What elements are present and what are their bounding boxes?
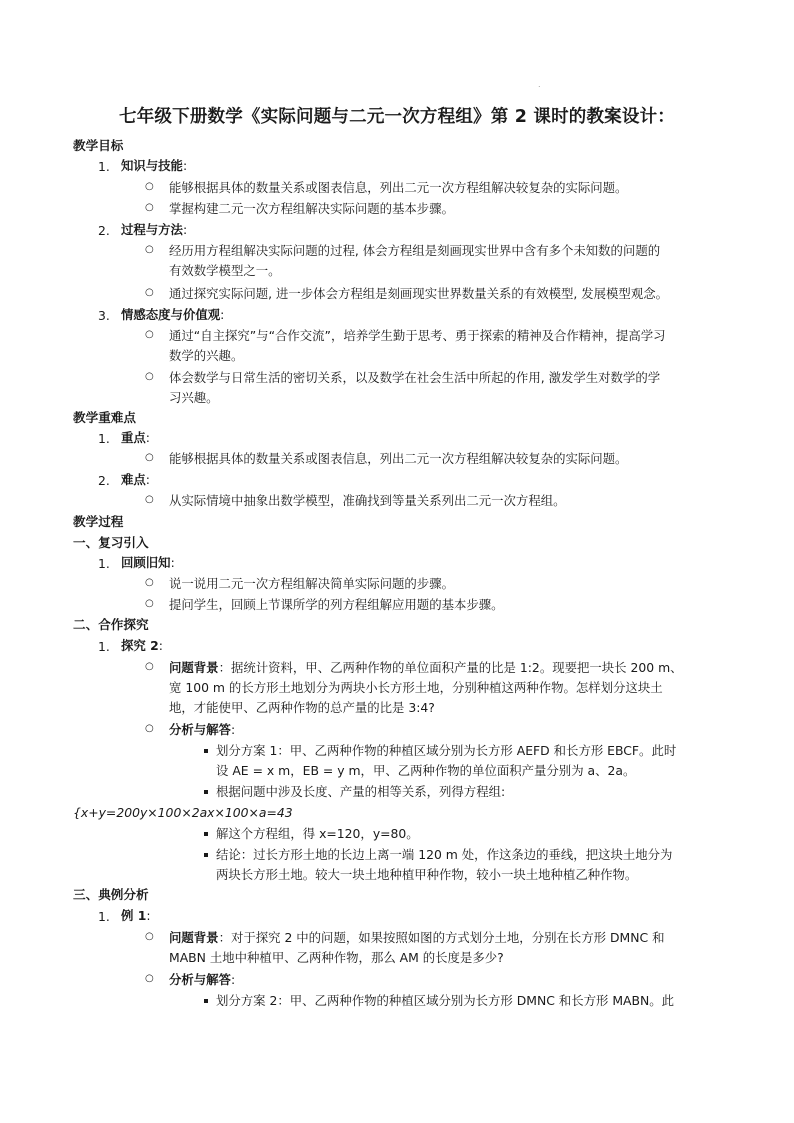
bullet-circle: ○ <box>145 931 154 942</box>
bullet-text-cont: MABN 土地中种植甲、乙两种作物，那么 AM 的长度是多少? <box>169 950 504 965</box>
bullet-circle: ○ <box>145 723 154 734</box>
item-heading: 探究 2: <box>121 638 163 653</box>
list-number: 2. <box>98 473 110 488</box>
bullet-square <box>204 853 208 857</box>
part3-heading: 三、典例分析 <box>73 887 149 902</box>
item-heading: 情感态度与价值观: <box>121 307 225 322</box>
bullet-text: 体会数学与日常生活的密切关系，以及数学在社会生活中所起的作用, 激发学生对数学的学 <box>169 370 661 385</box>
bullet-text: 通过“自主探究”与“合作交流”，培养学生勤于思考、勇于探索的精神及合作精神，提高学习 <box>169 328 666 343</box>
bullet-circle: ○ <box>145 452 154 463</box>
bullet-square <box>204 749 208 753</box>
list-number: 1. <box>98 159 110 174</box>
bullet-circle: ○ <box>145 371 154 382</box>
page-title: 七年级下册数学《实际问题与二元一次方程组》第 2 课时的教案设计： <box>119 107 675 127</box>
bullet-text: 通过探究实际问题, 进一步体会方程组是刻画现实世界数量关系的有效模型, 发展模型观念。 <box>169 286 668 301</box>
bullet-text: 解这个方程组，得 x=120，y=80。 <box>216 826 419 841</box>
header-dot: . <box>538 80 541 89</box>
bullet-text-cont: 地，才能使甲、乙两种作物的总产量的比是 3:4? <box>169 700 435 715</box>
bullet-text: 分析与解答: <box>169 722 236 737</box>
bullet-circle: ○ <box>145 577 154 588</box>
item-heading: 过程与方法: <box>121 222 188 237</box>
bullet-circle: ○ <box>145 494 154 505</box>
equation-text: {x+y=200y×100×2ax×100×a=43 <box>73 805 293 820</box>
list-number: 1. <box>98 556 110 571</box>
bullet-text: 掌握构建二元一次方程组解决实际问题的基本步骤。 <box>169 201 454 216</box>
item-heading: 重点: <box>121 430 150 445</box>
bullet-text: 提问学生，回顾上节课所学的列方程组解应用题的基本步骤。 <box>169 597 504 612</box>
bullet-text: 问题背景：对于探究 2 中的问题，如果按照如图的方式划分土地，分别在长方形 DMNC 和 <box>169 930 665 945</box>
bullet-circle: ○ <box>145 661 154 672</box>
item-heading: 回顾旧知: <box>121 555 175 570</box>
bullet-text: 能够根据具体的数量关系或图表信息，列出二元一次方程组解决较复杂的实际问题。 <box>169 451 628 466</box>
list-number: 2. <box>98 223 110 238</box>
bullet-circle: ○ <box>145 973 154 984</box>
bullet-text: 经历用方程组解决实际问题的过程, 体会方程组是刻画现实世界中含有多个未知数的问题的 <box>169 243 661 258</box>
bullet-text: 说一说用二元一次方程组解决简单实际问题的步骤。 <box>169 576 454 591</box>
bullet-text-cont: 习兴趣。 <box>169 390 219 405</box>
item-heading: 例 1: <box>121 908 151 923</box>
difficulties-heading: 教学重难点 <box>73 410 136 425</box>
bullet-text: 从实际情境中抽象出数学模型，准确找到等量关系列出二元一次方程组。 <box>169 493 566 508</box>
bullet-text: 划分方案 2：甲、乙两种作物的种植区域分别为长方形 DMNC 和长方形 MABN。此 <box>216 993 675 1008</box>
bullet-text: 结论：过长方形土地的长边上离一端 120 m 处，作这条边的垂线，把这块土地分为 <box>216 847 673 862</box>
bullet-text: 问题背景：据统计资料，甲、乙两种作物的单位面积产量的比是 1:2。现要把一块长 200 m、 <box>169 660 683 675</box>
bullet-square <box>204 790 208 794</box>
bullet-text: 划分方案 1：甲、乙两种作物的种植区域分别为长方形 AEFD 和长方形 EBCF。此时 <box>216 743 677 758</box>
bullet-text-cont: 宽 100 m 的长方形土地划分为两块小长方形土地，分别种植这两种作物。怎样划分这块土 <box>169 680 663 695</box>
list-number: 1. <box>98 909 110 924</box>
bullet-text: 根据问题中涉及长度、产量的相等关系，列得方程组: <box>216 784 506 799</box>
list-number: 1. <box>98 431 110 446</box>
part1-heading: 一、复习引入 <box>73 535 149 550</box>
bullet-circle: ○ <box>145 181 154 192</box>
bullet-circle: ○ <box>145 598 154 609</box>
bullet-text: 分析与解答: <box>169 972 236 987</box>
process-heading: 教学过程 <box>73 514 124 529</box>
bullet-circle: ○ <box>145 202 154 213</box>
bullet-text-cont: 设 AE = x m，EB = y m，甲、乙两种作物的单位面积产量分别为 a、2a。 <box>216 763 636 778</box>
item-heading: 难点: <box>121 472 150 487</box>
bullet-circle: ○ <box>145 244 154 255</box>
bullet-circle: ○ <box>145 287 154 298</box>
item-heading: 知识与技能: <box>121 158 188 173</box>
bullet-square <box>204 832 208 836</box>
bullet-circle: ○ <box>145 329 154 340</box>
bullet-text: 能够根据具体的数量关系或图表信息，列出二元一次方程组解决较复杂的实际问题。 <box>169 180 628 195</box>
part2-heading: 二、合作探究 <box>73 617 149 632</box>
bullet-text-cont: 有效数学模型之一。 <box>169 263 281 278</box>
bullet-text-cont: 数学的兴趣。 <box>169 348 244 363</box>
list-number: 1. <box>98 639 110 654</box>
list-number: 3. <box>98 308 110 323</box>
bullet-square <box>204 999 208 1003</box>
bullet-text-cont: 两块长方形土地。较大一块土地种植甲种作物，较小一块土地种植乙种作物。 <box>216 867 638 882</box>
objectives-heading: 教学目标 <box>73 138 124 153</box>
